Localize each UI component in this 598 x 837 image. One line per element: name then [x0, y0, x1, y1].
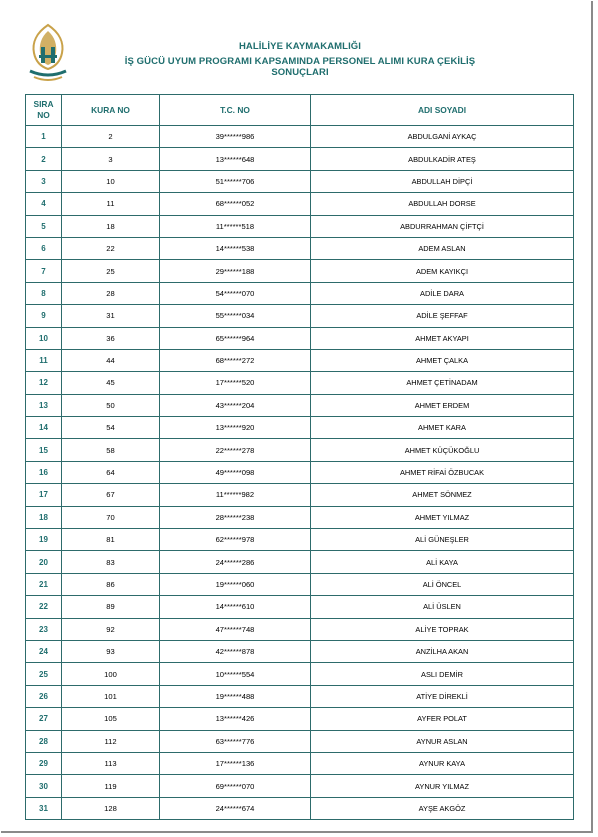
table-row — [26, 461, 574, 483]
table-row — [26, 618, 574, 640]
tc-cell: 24******674 — [160, 797, 311, 819]
kura-cell: 89 — [62, 596, 160, 618]
table-row — [26, 640, 574, 662]
kura-cell: 18 — [62, 215, 160, 237]
sira-cell: 13 — [26, 394, 62, 416]
kura-cell: 31 — [62, 305, 160, 327]
tc-cell: 42******878 — [160, 640, 311, 662]
table-row — [26, 394, 574, 416]
sira-cell: 6 — [26, 237, 62, 259]
tc-cell: 17******136 — [160, 752, 311, 774]
kura-cell: 101 — [62, 685, 160, 707]
tc-cell: 14******538 — [160, 237, 311, 259]
table-row — [26, 349, 574, 371]
name-cell: ALİ ÖNCEL — [311, 573, 574, 595]
sira-cell: 19 — [26, 529, 62, 551]
sira-cell: 12 — [26, 372, 62, 394]
sira-cell: 20 — [26, 551, 62, 573]
column-header-kura-no: KURA NO — [62, 95, 160, 126]
sira-cell: 4 — [26, 193, 62, 215]
table-row — [26, 215, 574, 237]
table-row — [26, 752, 574, 774]
tc-cell: 22******278 — [160, 439, 311, 461]
kura-cell: 112 — [62, 730, 160, 752]
table-row — [26, 596, 574, 618]
tc-cell: 29******188 — [160, 260, 311, 282]
name-cell: AHMET SÖNMEZ — [311, 484, 574, 506]
table-row — [26, 170, 574, 192]
table-row — [26, 730, 574, 752]
sira-cell: 22 — [26, 596, 62, 618]
kura-cell: 22 — [62, 237, 160, 259]
sira-cell: 7 — [26, 260, 62, 282]
name-cell: ADİLE DARA — [311, 282, 574, 304]
column-header-sira-no — [26, 95, 62, 126]
kura-cell: 2 — [62, 126, 160, 148]
table-row — [26, 237, 574, 259]
name-cell: AYFER POLAT — [311, 708, 574, 730]
tc-cell: 17******520 — [160, 372, 311, 394]
sira-cell: 9 — [26, 305, 62, 327]
table-row — [26, 126, 574, 148]
name-cell: ABDULKADİR ATEŞ — [311, 148, 574, 170]
name-cell: AYNUR YILMAZ — [311, 775, 574, 797]
table-row — [26, 260, 574, 282]
sira-cell: 14 — [26, 417, 62, 439]
kura-cell: 58 — [62, 439, 160, 461]
kura-cell: 93 — [62, 640, 160, 662]
sira-cell: 10 — [26, 327, 62, 349]
sira-cell: 31 — [26, 797, 62, 819]
tc-cell: 55******034 — [160, 305, 311, 327]
table-row — [26, 282, 574, 304]
table-row — [26, 327, 574, 349]
tc-cell: 28******238 — [160, 506, 311, 528]
tc-cell: 13******920 — [160, 417, 311, 439]
tc-cell: 19******488 — [160, 685, 311, 707]
tc-cell: 19******060 — [160, 573, 311, 595]
name-cell: AYNUR KAYA — [311, 752, 574, 774]
sira-cell: 16 — [26, 461, 62, 483]
table-row — [26, 484, 574, 506]
kura-cell: 28 — [62, 282, 160, 304]
kura-cell: 92 — [62, 618, 160, 640]
table-row — [26, 573, 574, 595]
tc-cell: 13******426 — [160, 708, 311, 730]
kura-cell: 83 — [62, 551, 160, 573]
tc-cell: 47******748 — [160, 618, 311, 640]
sira-cell: 21 — [26, 573, 62, 595]
sira-cell: 11 — [26, 349, 62, 371]
kura-cell: 3 — [62, 148, 160, 170]
tc-cell: 11******518 — [160, 215, 311, 237]
name-cell: ASLI DEMİR — [311, 663, 574, 685]
tc-cell: 51******706 — [160, 170, 311, 192]
table-row — [26, 506, 574, 528]
kura-cell: 10 — [62, 170, 160, 192]
tc-cell: 43******204 — [160, 394, 311, 416]
kura-cell: 128 — [62, 797, 160, 819]
tc-cell: 14******610 — [160, 596, 311, 618]
tc-cell: 13******648 — [160, 148, 311, 170]
kura-cell: 67 — [62, 484, 160, 506]
table-row — [26, 148, 574, 170]
name-cell: AHMET RİFAİ ÖZBUCAK — [311, 461, 574, 483]
name-cell: ADEM KAYIKÇI — [311, 260, 574, 282]
name-cell: AYNUR ASLAN — [311, 730, 574, 752]
name-cell: ABDULLAH DİPÇİ — [311, 170, 574, 192]
kura-cell: 36 — [62, 327, 160, 349]
table-header-row — [26, 95, 574, 126]
document-title: HALİLİYE KAYMAKAMLIĞI — [238, 41, 362, 52]
kura-cell: 86 — [62, 573, 160, 595]
name-cell: AHMET ÇALKA — [311, 349, 574, 371]
tc-cell: 24******286 — [160, 551, 311, 573]
table-row — [26, 551, 574, 573]
kura-cell: 45 — [62, 372, 160, 394]
sira-cell: 1 — [26, 126, 62, 148]
name-cell: AHMET KARA — [311, 417, 574, 439]
sira-cell: 27 — [26, 708, 62, 730]
name-cell: ADEM ASLAN — [311, 237, 574, 259]
tc-cell: 63******776 — [160, 730, 311, 752]
sira-cell: 15 — [26, 439, 62, 461]
name-cell: AHMET ÇETİNADAM — [311, 372, 574, 394]
table-row — [26, 529, 574, 551]
kura-cell: 70 — [62, 506, 160, 528]
sira-cell: 25 — [26, 663, 62, 685]
table-row — [26, 305, 574, 327]
table-row — [26, 663, 574, 685]
tc-cell: 69******070 — [160, 775, 311, 797]
name-cell: ANZİLHA AKAN — [311, 640, 574, 662]
tc-cell: 62******978 — [160, 529, 311, 551]
kura-cell: 119 — [62, 775, 160, 797]
table-row — [26, 439, 574, 461]
column-header-sira-line2: NO — [37, 110, 50, 120]
kura-cell: 100 — [62, 663, 160, 685]
kura-cell: 54 — [62, 417, 160, 439]
sira-cell: 26 — [26, 685, 62, 707]
name-cell: AHMET AKYAPI — [311, 327, 574, 349]
name-cell: AHMET YILMAZ — [311, 506, 574, 528]
tc-cell: 10******554 — [160, 663, 311, 685]
sira-cell: 3 — [26, 170, 62, 192]
sira-cell: 17 — [26, 484, 62, 506]
sira-cell: 30 — [26, 775, 62, 797]
name-cell: ABDULGANİ AYKAÇ — [311, 126, 574, 148]
tc-cell: 68******272 — [160, 349, 311, 371]
sira-cell: 18 — [26, 506, 62, 528]
table-row — [26, 797, 574, 819]
table-row — [26, 372, 574, 394]
column-header-adi-soyadi: ADI SOYADI — [311, 95, 574, 126]
haliliye-emblem-icon — [26, 23, 70, 87]
table-row — [26, 193, 574, 215]
tc-cell: 68******052 — [160, 193, 311, 215]
tc-cell: 65******964 — [160, 327, 311, 349]
name-cell: ALİ GÜNEŞLER — [311, 529, 574, 551]
name-cell: ATİYE DİREKLİ — [311, 685, 574, 707]
kura-cell: 64 — [62, 461, 160, 483]
tc-cell: 54******070 — [160, 282, 311, 304]
column-header-sira-line1: SIRA — [33, 99, 54, 109]
tc-cell: 39******986 — [160, 126, 311, 148]
results-table — [25, 94, 574, 820]
name-cell: AHMET KÜÇÜKOĞLU — [311, 439, 574, 461]
kura-cell: 25 — [62, 260, 160, 282]
sira-cell: 5 — [26, 215, 62, 237]
sira-cell: 24 — [26, 640, 62, 662]
sira-cell: 29 — [26, 752, 62, 774]
kura-cell: 105 — [62, 708, 160, 730]
kura-cell: 44 — [62, 349, 160, 371]
tc-cell: 49******098 — [160, 461, 311, 483]
table-row — [26, 775, 574, 797]
sira-cell: 28 — [26, 730, 62, 752]
tc-cell: 11******982 — [160, 484, 311, 506]
table-row — [26, 708, 574, 730]
name-cell: ALİYE TOPRAK — [311, 618, 574, 640]
name-cell: ADİLE ŞEFFAF — [311, 305, 574, 327]
name-cell: ALİ ÜSLEN — [311, 596, 574, 618]
name-cell: AHMET ERDEM — [311, 394, 574, 416]
name-cell: ABDULLAH DORSE — [311, 193, 574, 215]
sira-cell: 2 — [26, 148, 62, 170]
table-row — [26, 417, 574, 439]
name-cell: AYŞE AKGÖZ — [311, 797, 574, 819]
kura-cell: 50 — [62, 394, 160, 416]
document-subtitle: İŞ GÜCÜ UYUM PROGRAMI KAPSAMINDA PERSONEL ALIMI KURA ÇEKİLİŞ SONUÇLARI — [124, 56, 476, 78]
name-cell: ALİ KAYA — [311, 551, 574, 573]
sira-cell: 8 — [26, 282, 62, 304]
kura-cell: 81 — [62, 529, 160, 551]
column-header-tc-no: T.C. NO — [160, 95, 311, 126]
kura-cell: 11 — [62, 193, 160, 215]
sira-cell: 23 — [26, 618, 62, 640]
table-row — [26, 685, 574, 707]
name-cell: ABDURRAHMAN ÇİFTÇİ — [311, 215, 574, 237]
kura-cell: 113 — [62, 752, 160, 774]
